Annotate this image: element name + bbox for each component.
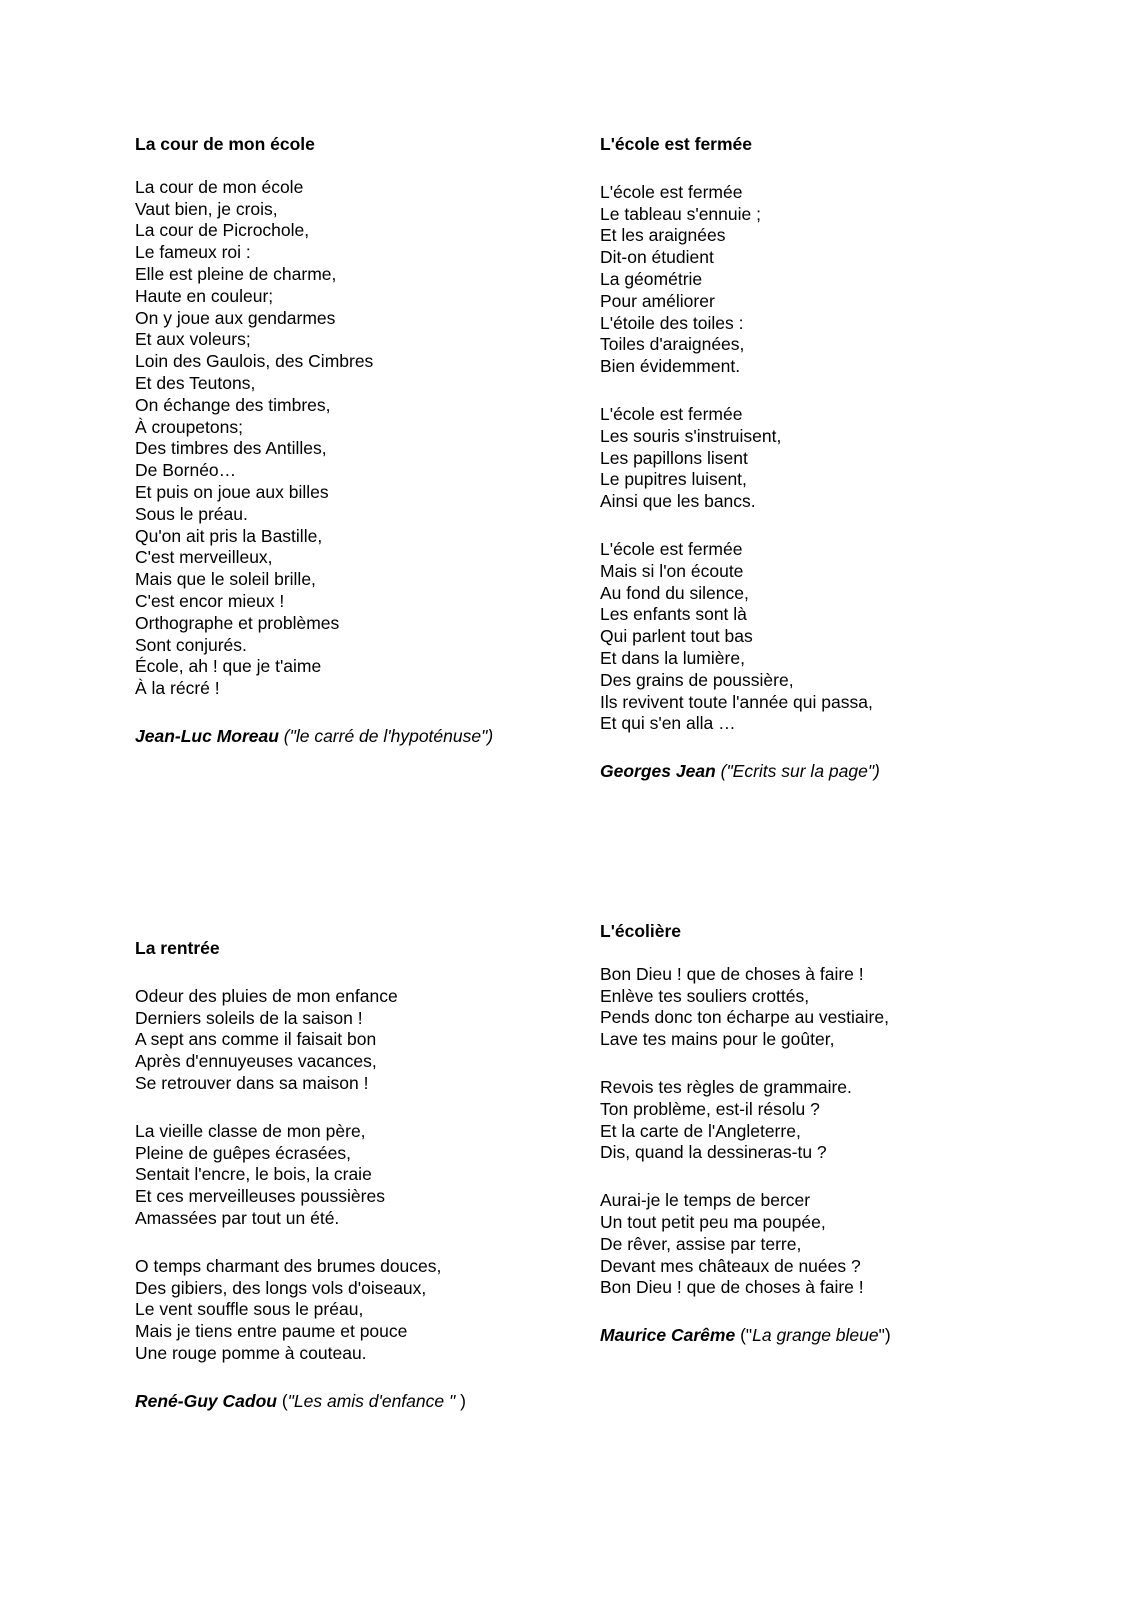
- poem-title: L'écolière: [600, 921, 682, 941]
- verse-line: Après d'ennuyeuses vacances,: [135, 1051, 377, 1072]
- verse-line: Haute en couleur;: [135, 285, 274, 306]
- verse-line: Pends donc ton écharpe au vestiaire,: [600, 1007, 889, 1028]
- stanza: [600, 182, 1060, 378]
- verse-line: À la récré !: [135, 678, 220, 699]
- verse-line: L'école est fermée: [600, 181, 743, 202]
- verse-line: Les enfants sont là: [600, 604, 747, 625]
- stanza: [135, 177, 595, 700]
- verse-line: Se retrouver dans sa maison !: [135, 1072, 369, 1093]
- verse-line: Et la carte de l'Angleterre,: [600, 1120, 801, 1141]
- verse-line: Et puis on joue aux billes: [135, 481, 329, 502]
- verse-line: Dit-on étudient: [600, 247, 714, 268]
- poem-la-cour-de-mon-ecole: [135, 134, 595, 748]
- verse-line: Devant mes châteaux de nuées ?: [600, 1255, 861, 1276]
- verse-line: Derniers soleils de la saison !: [135, 1007, 363, 1028]
- verse-line: Le pupitres luisent,: [600, 469, 747, 490]
- verse-line: Aurai-je le temps de bercer: [600, 1190, 811, 1211]
- stanza: [600, 539, 1060, 735]
- verse-line: La cour de mon école: [135, 176, 304, 197]
- verse-line: L'étoile des toiles :: [600, 312, 744, 333]
- verse-line: On y joue aux gendarmes: [135, 307, 336, 328]
- stanza: [135, 1121, 595, 1230]
- poem-la-rentree: [135, 938, 595, 1413]
- verse-line: O temps charmant des brumes douces,: [135, 1255, 442, 1276]
- verse-line: Sous le préau.: [135, 503, 248, 524]
- poem-l-ecoliere: [600, 921, 1060, 1347]
- verse-line: Sont conjurés.: [135, 634, 247, 655]
- source-paren-open: (: [276, 1390, 288, 1411]
- verse-line: Et les araignées: [600, 225, 726, 246]
- stanza: [600, 964, 1060, 1051]
- verse-line: Les papillons lisent: [600, 447, 748, 468]
- stanza: [600, 1077, 1060, 1164]
- verse-line: La géométrie: [600, 268, 703, 289]
- poem-l-ecole-est-fermee: [600, 134, 1060, 783]
- verse-line: École, ah ! que je t'aime: [135, 656, 322, 677]
- verse-line: La cour de Picrochole,: [135, 220, 310, 241]
- poem-title: La rentrée: [135, 938, 220, 958]
- verse-line: Orthographe et problèmes: [135, 612, 340, 633]
- verse-line: Revois tes règles de grammaire.: [600, 1076, 852, 1097]
- source-paren-close: "): [878, 1325, 891, 1346]
- verse-line: L'école est fermée: [600, 538, 743, 559]
- verse-line: À croupetons;: [135, 416, 243, 437]
- verse-line: Et qui s'en alla …: [600, 713, 736, 734]
- verse-line: Bon Dieu ! que de choses à faire !: [600, 1277, 864, 1298]
- verse-line: Vaut bien, je crois,: [135, 198, 278, 219]
- verse-line: Ainsi que les bancs.: [600, 491, 756, 512]
- source-paren-open: (": [735, 1325, 753, 1346]
- verse-line: Odeur des pluies de mon enfance: [135, 985, 398, 1006]
- verse-line: Le fameux roi :: [135, 242, 251, 263]
- verse-line: Un tout petit peu ma poupée,: [600, 1211, 826, 1232]
- poem-attribution: [600, 761, 1060, 783]
- author-name: Jean-Luc Moreau: [135, 725, 279, 746]
- verse-line: Ton problème, est-il résolu ?: [600, 1098, 820, 1119]
- verse-line: Une rouge pomme à couteau.: [135, 1342, 367, 1363]
- verse-line: Pour améliorer: [600, 290, 715, 311]
- poem-title: La cour de mon école: [135, 134, 315, 154]
- verse-line: Lave tes mains pour le goûter,: [600, 1029, 835, 1050]
- verse-line: De rêver, assise par terre,: [600, 1233, 802, 1254]
- verse-line: Loin des Gaulois, des Cimbres: [135, 351, 374, 372]
- verse-line: Ils revivent toute l'année qui passa,: [600, 691, 873, 712]
- verse-line: Bien évidemment.: [600, 356, 741, 377]
- verse-line: C'est merveilleux,: [135, 547, 273, 568]
- poem-attribution: [135, 1391, 595, 1413]
- verse-line: Elle est pleine de charme,: [135, 263, 337, 284]
- verse-line: Et dans la lumière,: [600, 647, 745, 668]
- verse-line: Au fond du silence,: [600, 582, 749, 603]
- verse-line: Et des Teutons,: [135, 372, 256, 393]
- verse-line: Sentait l'encre, le bois, la craie: [135, 1164, 372, 1185]
- source-title: La grange bleue: [752, 1325, 879, 1346]
- verse-line: Enlève tes souliers crottés,: [600, 985, 810, 1006]
- author-name: René-Guy Cadou: [135, 1390, 277, 1411]
- author-name: Georges Jean: [600, 761, 716, 782]
- verse-line: Pleine de guêpes écrasées,: [135, 1142, 351, 1163]
- stanza: [600, 404, 1060, 513]
- source-title: ("le carré de l'hypoténuse"): [278, 725, 494, 746]
- stanza: [600, 1190, 1060, 1299]
- poem-attribution: [600, 1325, 1060, 1347]
- stanza: [135, 986, 595, 1095]
- verse-line: On échange des timbres,: [135, 394, 331, 415]
- source-title: ("Ecrits sur la page"): [715, 761, 880, 782]
- verse-line: Mais que le soleil brille,: [135, 569, 316, 590]
- verse-line: Qui parlent tout bas: [600, 626, 753, 647]
- verse-line: Qu'on ait pris la Bastille,: [135, 525, 323, 546]
- verse-line: Le tableau s'ennuie ;: [600, 203, 761, 224]
- verse-line: Les souris s'instruisent,: [600, 425, 782, 446]
- stanza: [135, 1256, 595, 1365]
- poem-title: L'école est fermée: [600, 134, 753, 154]
- verse-line: Et ces merveilleuses poussières: [135, 1186, 385, 1207]
- verse-line: Mais je tiens entre paume et pouce: [135, 1321, 408, 1342]
- verse-line: Des grains de poussière,: [600, 669, 794, 690]
- source-title: "Les amis d'enfance ": [287, 1390, 456, 1411]
- verse-line: Des timbres des Antilles,: [135, 438, 327, 459]
- verse-line: La vieille classe de mon père,: [135, 1120, 366, 1141]
- verse-line: Le vent souffle sous le préau,: [135, 1299, 364, 1320]
- verse-line: De Bornéo…: [135, 460, 237, 481]
- verse-line: A sept ans comme il faisait bon: [135, 1029, 377, 1050]
- verse-line: Des gibiers, des longs vols d'oiseaux,: [135, 1277, 427, 1298]
- source-paren-close: ): [455, 1390, 466, 1411]
- verse-line: L'école est fermée: [600, 403, 743, 424]
- verse-line: Bon Dieu ! que de choses à faire !: [600, 963, 864, 984]
- verse-line: C'est encor mieux !: [135, 590, 285, 611]
- verse-line: Amassées par tout un été.: [135, 1207, 340, 1228]
- poem-attribution: [135, 726, 595, 748]
- verse-line: Mais si l'on écoute: [600, 560, 744, 581]
- author-name: Maurice Carême: [600, 1325, 736, 1346]
- verse-line: Dis, quand la dessineras-tu ?: [600, 1142, 827, 1163]
- verse-line: Toiles d'araignées,: [600, 334, 745, 355]
- verse-line: Et aux voleurs;: [135, 329, 251, 350]
